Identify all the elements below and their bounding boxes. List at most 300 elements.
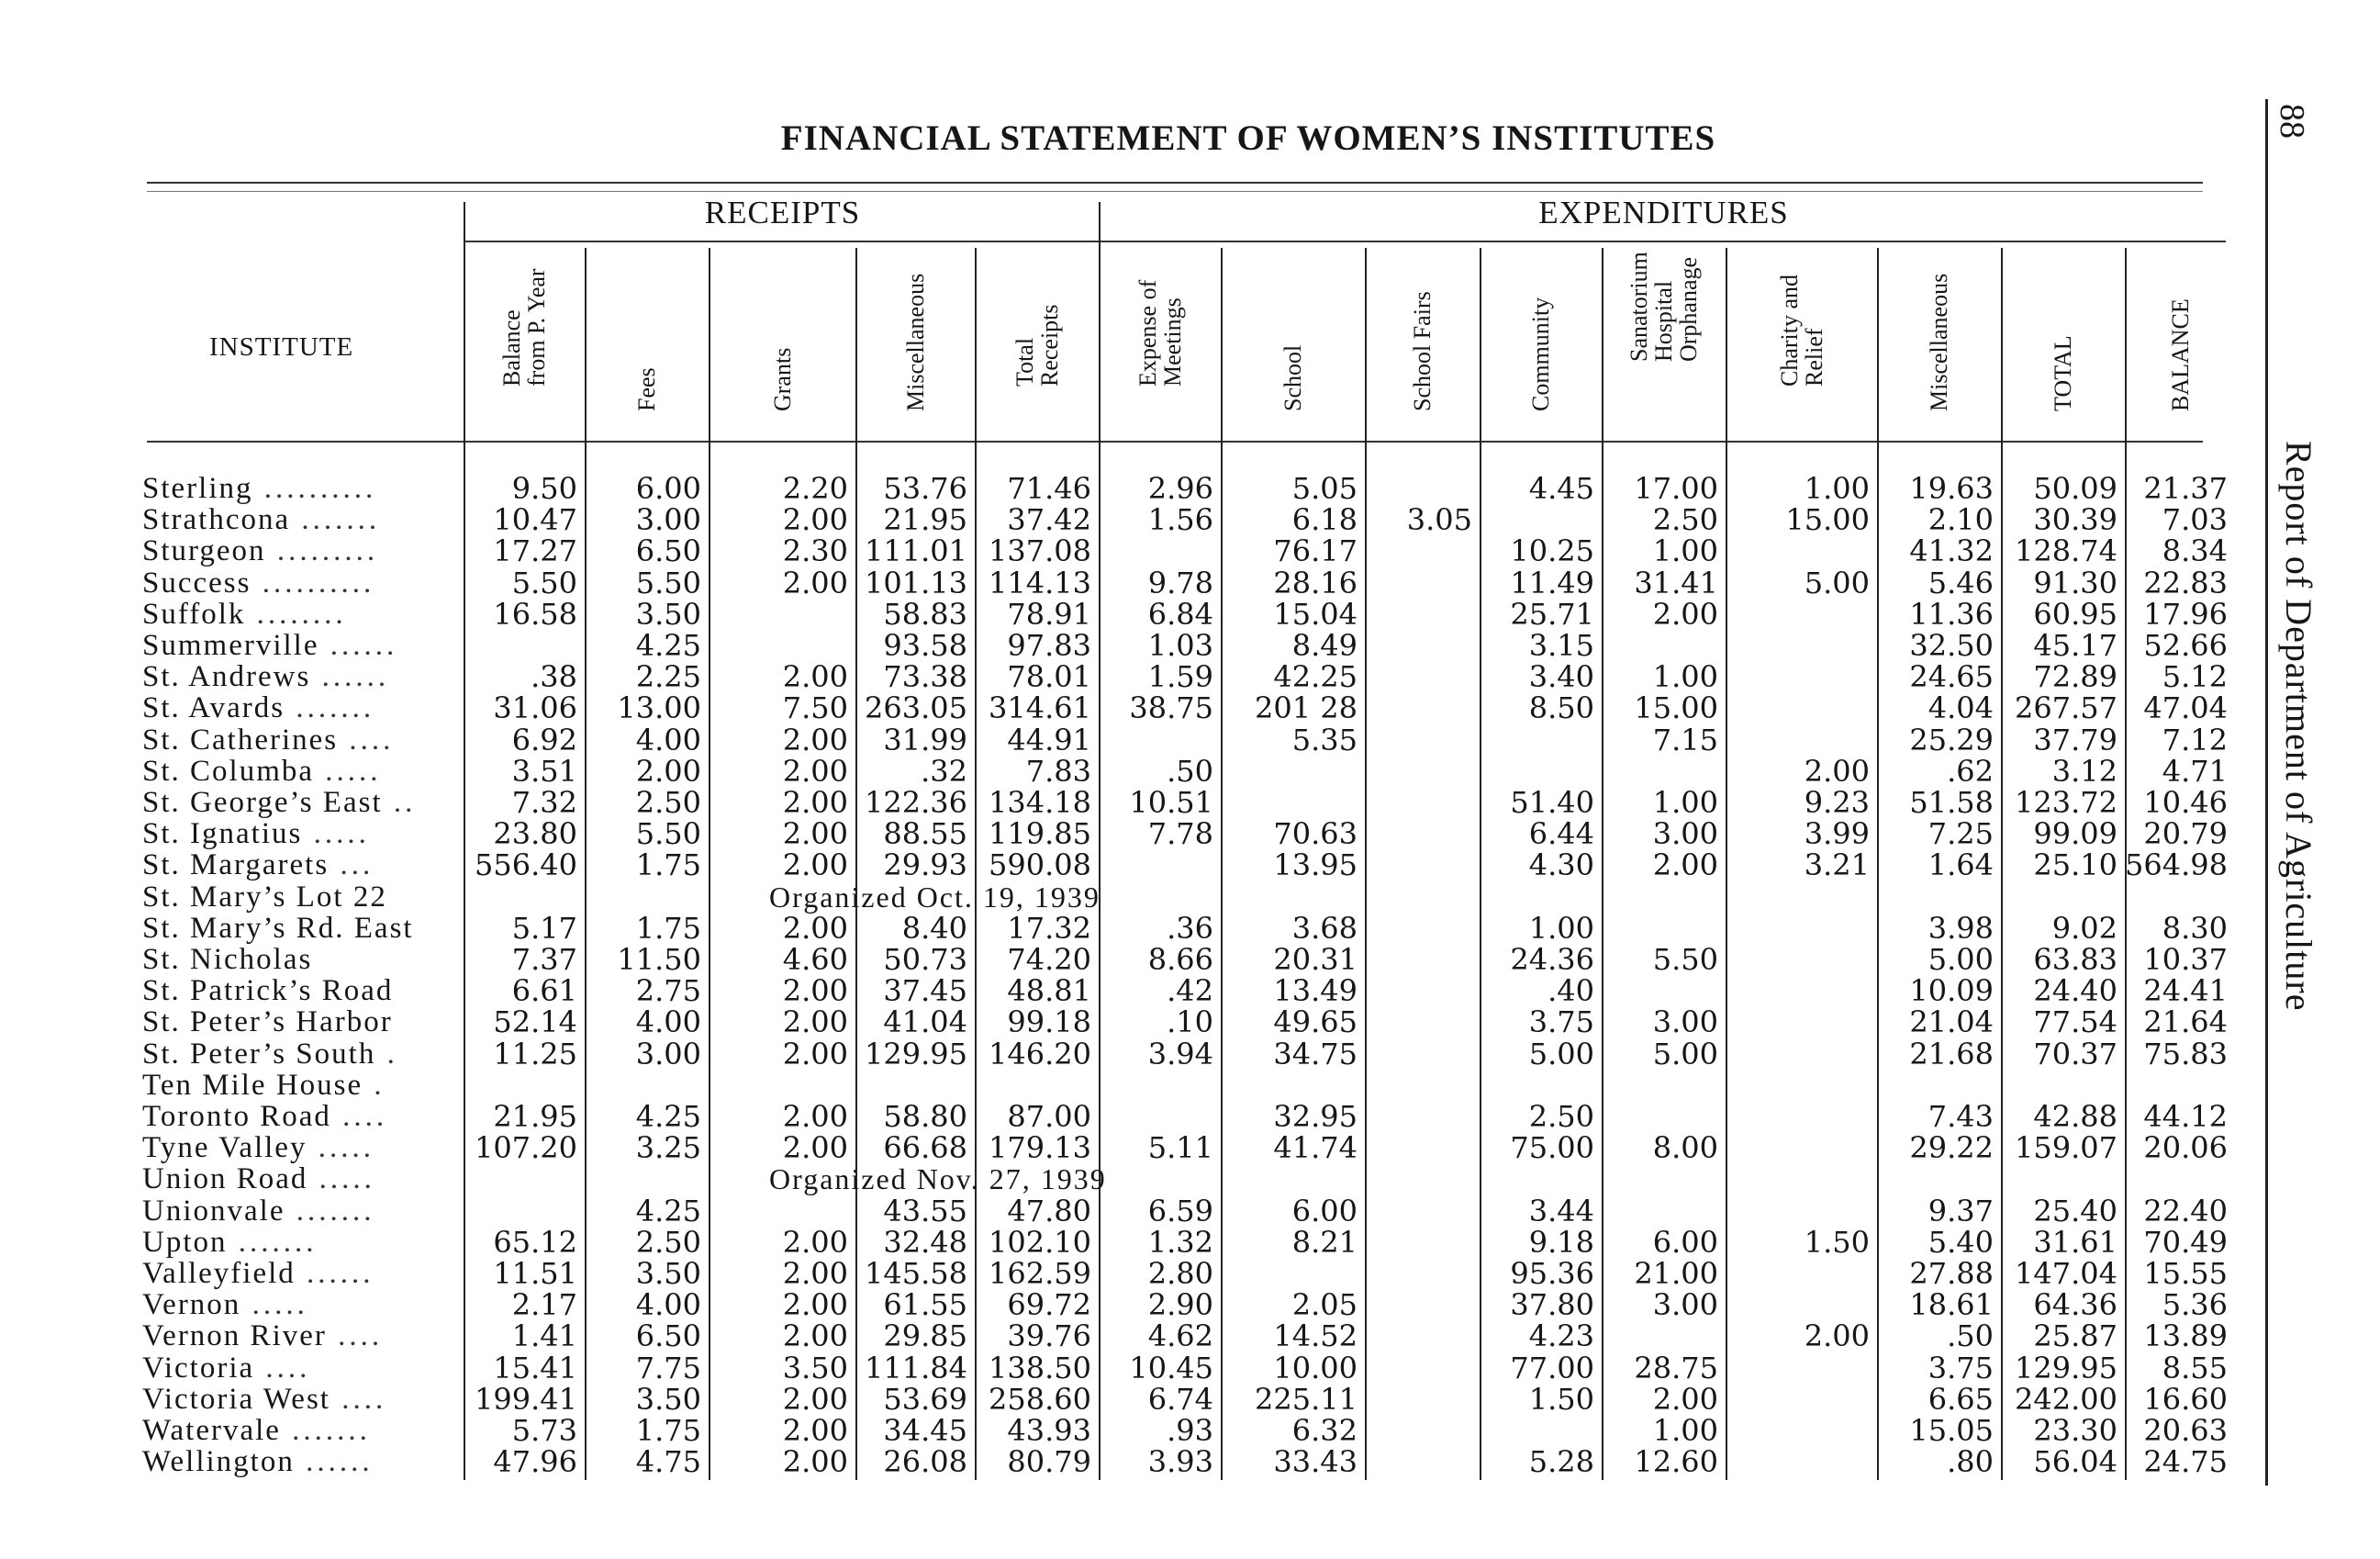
institute-name bbox=[142, 1163, 464, 1194]
cell-grants: 2.30 bbox=[782, 533, 848, 569]
col-header-sanatorium-hospital-orphanage bbox=[1602, 248, 1726, 436]
cell-balance-from-prev-year: 3.51 bbox=[511, 753, 577, 789]
cell-community: 4.45 bbox=[1528, 471, 1594, 506]
cell-balance-from-prev-year: 7.32 bbox=[511, 785, 577, 820]
cell-receipts-misc: 61.55 bbox=[883, 1287, 967, 1323]
cell-balance: 7.12 bbox=[2162, 722, 2228, 757]
cell-grants: 2.00 bbox=[782, 659, 848, 695]
cell-fees: 6.50 bbox=[635, 1318, 701, 1354]
cell-total: 50.09 bbox=[2033, 471, 2117, 506]
cell-receipts-misc: 73.38 bbox=[883, 659, 967, 695]
leader-dots: .......... bbox=[251, 566, 375, 599]
table-row bbox=[0, 1070, 2240, 1101]
cell-expense-of-meetings: 5.11 bbox=[1147, 1130, 1213, 1166]
cell-grants: 3.50 bbox=[782, 1350, 848, 1385]
institute-name-text: Success bbox=[142, 566, 251, 599]
table-row bbox=[0, 1130, 2240, 1166]
cell-balance-from-prev-year: 15.41 bbox=[493, 1350, 577, 1385]
leader-dots: ...... bbox=[318, 630, 398, 661]
cell-fees: 7.75 bbox=[635, 1350, 701, 1385]
cell-expense-of-meetings: 3.94 bbox=[1147, 1036, 1213, 1071]
cell-community: 3.40 bbox=[1528, 659, 1594, 695]
cell-total: 159.07 bbox=[2015, 1130, 2117, 1166]
institute-name-text: St. Catherines bbox=[142, 723, 339, 756]
institute-name-text: Wellington bbox=[142, 1446, 295, 1478]
table-row bbox=[0, 1258, 2240, 1289]
cell-community: 11.49 bbox=[1510, 565, 1594, 600]
cell-sanatorium-hospital-orphanage: 1.00 bbox=[1652, 533, 1718, 569]
cell-total: 30.39 bbox=[2033, 502, 2117, 538]
cell-expenditures-misc: 18.61 bbox=[1909, 1287, 1994, 1323]
cell-community: 24.36 bbox=[1510, 942, 1594, 977]
cell-expenditures-misc: 15.05 bbox=[1909, 1413, 1994, 1448]
leader-dots: ....... bbox=[280, 1415, 371, 1446]
cell-balance-from-prev-year: 10.47 bbox=[493, 502, 577, 538]
cell-total: 45.17 bbox=[2033, 628, 2117, 663]
cell-school: 13.95 bbox=[1273, 847, 1358, 883]
cell-grants: 7.50 bbox=[782, 690, 848, 726]
cell-total-receipts: 87.00 bbox=[1007, 1099, 1091, 1134]
cell-receipts-misc: 26.08 bbox=[883, 1444, 967, 1480]
table-row bbox=[0, 1224, 2240, 1260]
cell-total: 3.12 bbox=[2051, 753, 2117, 789]
cell-grants: 4.60 bbox=[782, 942, 848, 977]
institute-name bbox=[142, 1352, 464, 1384]
cell-balance: 24.41 bbox=[2143, 973, 2228, 1009]
cell-community: 1.00 bbox=[1528, 910, 1594, 946]
cell-charity-and-relief: 3.21 bbox=[1804, 847, 1870, 883]
cell-expenditures-misc: 10.09 bbox=[1909, 973, 1994, 1009]
institute-name-text: St. George’s East bbox=[142, 787, 383, 818]
cell-fees: 2.50 bbox=[635, 785, 701, 820]
cell-balance: 7.03 bbox=[2162, 502, 2228, 538]
cell-balance: 20.79 bbox=[2143, 816, 2228, 852]
leader-dots: .......... bbox=[252, 473, 377, 504]
col-header-text: School bbox=[1279, 344, 1306, 411]
cell-expenditures-misc: 5.00 bbox=[1927, 942, 1994, 977]
table-row bbox=[0, 910, 2240, 946]
cell-expense-of-meetings: 4.62 bbox=[1147, 1318, 1213, 1354]
cell-receipts-misc: 58.80 bbox=[883, 1099, 967, 1134]
cell-receipts-misc: 111.01 bbox=[865, 533, 967, 569]
institute-name-text: Vernon bbox=[142, 1289, 241, 1321]
leader-dots: ......... bbox=[265, 535, 379, 567]
cell-community: 2.50 bbox=[1528, 1099, 1594, 1134]
cell-total-receipts: 114.13 bbox=[989, 565, 1091, 600]
cell-school: 10.00 bbox=[1273, 1350, 1358, 1385]
cell-receipts-misc: 31.99 bbox=[883, 722, 967, 757]
cell-expenditures-misc: 29.22 bbox=[1909, 1130, 1994, 1166]
cell-charity-and-relief: 1.00 bbox=[1804, 471, 1870, 506]
cell-expense-of-meetings: 10.51 bbox=[1129, 785, 1213, 820]
institute-name-text: St. Patrick’s Road bbox=[142, 975, 394, 1007]
col-header-text: TOTAL bbox=[2050, 335, 2076, 411]
cell-school: 32.95 bbox=[1273, 1099, 1358, 1134]
cell-balance-from-prev-year: 31.06 bbox=[493, 690, 577, 726]
cell-grants: 2.00 bbox=[782, 1224, 848, 1260]
col-header-text: Miscellaneous bbox=[901, 273, 929, 411]
cell-school: 3.68 bbox=[1291, 910, 1358, 946]
institute-name bbox=[142, 1446, 464, 1477]
cell-balance: 15.55 bbox=[2143, 1256, 2228, 1291]
cell-total-receipts: 39.76 bbox=[1007, 1318, 1091, 1354]
leader-dots: .... bbox=[330, 1383, 387, 1415]
cell-total-receipts: 78.01 bbox=[1007, 659, 1091, 695]
cell-school: 8.49 bbox=[1291, 628, 1358, 663]
cell-total-receipts: 134.18 bbox=[989, 785, 1091, 820]
cell-balance-from-prev-year: 16.58 bbox=[493, 596, 577, 632]
cell-community: 25.71 bbox=[1510, 596, 1594, 632]
cell-total-receipts: 71.46 bbox=[1007, 471, 1091, 506]
cell-balance-from-prev-year: 9.50 bbox=[511, 471, 577, 506]
cell-sanatorium-hospital-orphanage: 2.00 bbox=[1652, 847, 1718, 883]
cell-school: 33.43 bbox=[1273, 1444, 1358, 1480]
cell-fees: 6.00 bbox=[635, 471, 701, 506]
cell-fees: 4.00 bbox=[635, 1004, 701, 1040]
leader-dots: ........ bbox=[245, 598, 347, 630]
cell-sanatorium-hospital-orphanage: 21.00 bbox=[1634, 1256, 1718, 1291]
cell-school: 28.16 bbox=[1273, 565, 1358, 600]
table-row bbox=[0, 973, 2240, 1009]
cell-fees: 3.50 bbox=[635, 1381, 701, 1417]
cell-balance-from-prev-year: 65.12 bbox=[493, 1224, 577, 1260]
cell-expenditures-misc: 41.32 bbox=[1909, 533, 1994, 569]
cell-grants: 2.00 bbox=[782, 565, 848, 600]
cell-expense-of-meetings: 6.84 bbox=[1147, 596, 1213, 632]
leader-dots: .... bbox=[254, 1352, 311, 1384]
cell-sanatorium-hospital-orphanage: 15.00 bbox=[1634, 690, 1718, 726]
cell-expense-of-meetings: .50 bbox=[1167, 753, 1213, 789]
cell-school: 76.17 bbox=[1273, 533, 1358, 569]
leader-dots: ..... bbox=[307, 1163, 375, 1195]
cell-sanatorium-hospital-orphanage: 3.00 bbox=[1652, 1287, 1718, 1323]
cell-school: 70.63 bbox=[1273, 816, 1358, 852]
cell-charity-and-relief: 3.99 bbox=[1804, 816, 1870, 852]
col-header-fees bbox=[585, 248, 709, 436]
cell-expense-of-meetings: 7.78 bbox=[1147, 816, 1213, 852]
table-row bbox=[0, 787, 2240, 818]
cell-sanatorium-hospital-orphanage: 2.00 bbox=[1652, 1381, 1718, 1417]
cell-receipts-misc: 93.58 bbox=[883, 628, 967, 663]
leader-dots: ...... bbox=[294, 1446, 374, 1478]
cell-receipts-misc: 111.84 bbox=[865, 1350, 967, 1385]
leader-dots: .... bbox=[326, 1320, 384, 1352]
cell-sanatorium-hospital-orphanage: 3.00 bbox=[1652, 1004, 1718, 1040]
cell-sanatorium-hospital-orphanage: 6.00 bbox=[1652, 1224, 1718, 1260]
leader-dots: . bbox=[363, 1069, 385, 1101]
table-row bbox=[0, 1287, 2240, 1323]
cell-balance: 5.36 bbox=[2162, 1287, 2228, 1323]
cell-school: 5.05 bbox=[1291, 471, 1358, 506]
cell-expenditures-misc: 4.04 bbox=[1927, 690, 1994, 726]
cell-fees: 6.50 bbox=[635, 533, 701, 569]
cell-expenditures-misc: 27.88 bbox=[1909, 1256, 1994, 1291]
table-row bbox=[0, 944, 2240, 975]
table-row bbox=[0, 1163, 2240, 1194]
cell-total: 123.72 bbox=[2015, 785, 2117, 820]
cell-expenditures-misc: 3.98 bbox=[1927, 910, 1994, 946]
cell-total-receipts: 97.83 bbox=[1007, 628, 1091, 663]
cell-receipts-misc: 88.55 bbox=[883, 816, 967, 852]
institute-name-text: St. Columba bbox=[142, 755, 315, 787]
leader-dots: ..... bbox=[314, 755, 382, 787]
cell-total: 77.54 bbox=[2033, 1004, 2117, 1040]
col-header-total bbox=[2001, 248, 2125, 436]
cell-school: 5.35 bbox=[1291, 722, 1358, 757]
table-row bbox=[0, 753, 2240, 789]
institute-name-text: Victoria West bbox=[142, 1383, 330, 1415]
leader-dots: .... bbox=[330, 1101, 388, 1132]
cell-total: 63.83 bbox=[2033, 942, 2117, 977]
institute-name bbox=[142, 1384, 464, 1415]
cell-balance-from-prev-year: 7.37 bbox=[511, 942, 577, 977]
cell-total-receipts: 44.91 bbox=[1007, 722, 1091, 757]
cell-school: 14.52 bbox=[1273, 1318, 1358, 1354]
cell-total: 129.95 bbox=[2015, 1350, 2117, 1385]
cell-grants: 2.00 bbox=[782, 502, 848, 538]
table-row bbox=[0, 1381, 2240, 1417]
institute-name bbox=[142, 787, 464, 818]
institute-name-text: Sterling bbox=[142, 473, 253, 504]
institute-name bbox=[142, 1006, 464, 1037]
cell-community: 9.18 bbox=[1528, 1224, 1594, 1260]
cell-balance-from-prev-year: 23.80 bbox=[493, 816, 577, 852]
header-bottom-rule bbox=[147, 441, 2203, 443]
cell-sanatorium-hospital-orphanage: 1.00 bbox=[1652, 1413, 1718, 1448]
cell-balance: 75.83 bbox=[2143, 1036, 2228, 1071]
institute-name bbox=[142, 504, 464, 535]
cell-grants: 2.00 bbox=[782, 1444, 848, 1480]
cell-expense-of-meetings: .10 bbox=[1167, 1004, 1213, 1040]
cell-community: .40 bbox=[1548, 973, 1594, 1009]
table-row bbox=[0, 1352, 2240, 1384]
col-header-text: Sanatorium Hospital Orphanage bbox=[1626, 252, 1702, 362]
table-row bbox=[0, 630, 2240, 661]
title-rule-2 bbox=[147, 191, 2203, 192]
col-header-text: Fees bbox=[633, 367, 660, 411]
cell-balance-from-prev-year: 1.41 bbox=[511, 1318, 577, 1354]
table-row bbox=[0, 724, 2240, 756]
cell-total-receipts: 179.13 bbox=[989, 1130, 1091, 1166]
col-header-balance bbox=[2125, 248, 2235, 436]
right-margin-rule bbox=[2265, 99, 2268, 1486]
cell-balance-from-prev-year: 6.92 bbox=[511, 722, 577, 757]
col-header-total-receipts bbox=[975, 248, 1099, 436]
cell-grants: 2.00 bbox=[782, 1099, 848, 1134]
cell-expenditures-misc: 11.36 bbox=[1909, 596, 1994, 632]
cell-total-receipts: 69.72 bbox=[1007, 1287, 1091, 1323]
cell-total-receipts: 7.83 bbox=[1025, 753, 1091, 789]
cell-fees: 2.25 bbox=[635, 659, 701, 695]
cell-fees: 11.50 bbox=[617, 942, 701, 977]
col-header-expense-of-meetings bbox=[1099, 248, 1221, 436]
col-header-receipts-misc bbox=[855, 248, 975, 436]
col-header-text: BALANCE bbox=[2166, 298, 2194, 411]
cell-community: 4.30 bbox=[1528, 847, 1594, 883]
cell-expense-of-meetings: .42 bbox=[1167, 973, 1213, 1009]
cell-expenditures-misc: 24.65 bbox=[1909, 659, 1994, 695]
table-row bbox=[0, 847, 2240, 883]
col-header-charity-and-relief bbox=[1726, 248, 1877, 436]
institute-name bbox=[142, 473, 464, 504]
cell-balance-from-prev-year: 11.51 bbox=[493, 1256, 577, 1291]
cell-receipts-misc: 29.93 bbox=[883, 847, 967, 883]
institute-name-text: Vernon River bbox=[142, 1320, 327, 1352]
leader-dots: ..... bbox=[240, 1289, 308, 1321]
cell-total-receipts: 78.91 bbox=[1007, 596, 1091, 632]
cell-expense-of-meetings: 3.93 bbox=[1147, 1444, 1213, 1480]
cell-fees: 3.00 bbox=[635, 1036, 701, 1071]
cell-fees: 5.50 bbox=[635, 565, 701, 600]
cell-total: 99.09 bbox=[2033, 816, 2117, 852]
cell-school: 6.00 bbox=[1291, 1193, 1358, 1228]
cell-grants: 2.00 bbox=[782, 816, 848, 852]
cell-fees: 2.00 bbox=[635, 753, 701, 789]
cell-receipts-misc: 50.73 bbox=[883, 942, 967, 977]
institute-name-text: St. Ignatius bbox=[142, 818, 303, 850]
cell-school: 34.75 bbox=[1273, 1036, 1358, 1071]
cell-expense-of-meetings: 2.96 bbox=[1147, 471, 1213, 506]
leader-dots: ....... bbox=[285, 1194, 375, 1227]
institute-name bbox=[142, 913, 464, 944]
cell-expense-of-meetings: 6.59 bbox=[1147, 1193, 1213, 1228]
cell-balance-from-prev-year: 11.25 bbox=[493, 1036, 577, 1071]
cell-receipts-misc: 263.05 bbox=[865, 690, 967, 726]
page-title: FINANCIAL STATEMENT OF WOMEN’S INSTITUTES bbox=[780, 118, 1716, 158]
cell-expense-of-meetings: 1.32 bbox=[1147, 1224, 1213, 1260]
cell-school-fairs: 3.05 bbox=[1406, 502, 1472, 538]
institute-name-text: St. Mary’s Rd. East bbox=[142, 912, 414, 944]
cell-sanatorium-hospital-orphanage: 17.00 bbox=[1634, 471, 1718, 506]
cell-total: 242.00 bbox=[2015, 1381, 2117, 1417]
cell-expenditures-misc: 6.65 bbox=[1927, 1381, 1994, 1417]
institute-name bbox=[142, 535, 464, 566]
cell-total-receipts: 258.60 bbox=[989, 1381, 1091, 1417]
cell-fees: 1.75 bbox=[635, 1413, 701, 1448]
table-row bbox=[0, 596, 2240, 632]
cell-total-receipts: 37.42 bbox=[1007, 502, 1091, 538]
cell-community: 6.44 bbox=[1528, 816, 1594, 852]
cell-receipts-misc: 101.13 bbox=[865, 565, 967, 600]
cell-total: 25.10 bbox=[2033, 847, 2117, 883]
institute-name bbox=[142, 849, 464, 880]
cell-total: 25.87 bbox=[2033, 1318, 2117, 1354]
cell-total: 23.30 bbox=[2033, 1413, 2117, 1448]
col-header-text: Community bbox=[1527, 297, 1554, 411]
cell-community: 75.00 bbox=[1510, 1130, 1594, 1166]
cell-community: 5.00 bbox=[1528, 1036, 1594, 1071]
cell-expense-of-meetings: 10.45 bbox=[1129, 1350, 1213, 1385]
institute-name-text: St. Peter’s Harbor bbox=[142, 1006, 393, 1038]
institute-name bbox=[142, 567, 464, 599]
cell-community: 77.00 bbox=[1510, 1350, 1594, 1385]
cell-receipts-misc: 37.45 bbox=[883, 973, 967, 1009]
cell-total-receipts: 80.79 bbox=[1007, 1444, 1091, 1480]
cell-total-receipts: 48.81 bbox=[1007, 973, 1091, 1009]
cell-sanatorium-hospital-orphanage: 8.00 bbox=[1652, 1130, 1718, 1166]
cell-total-receipts: 102.10 bbox=[989, 1224, 1091, 1260]
cell-receipts-misc: 145.58 bbox=[865, 1256, 967, 1291]
cell-expenditures-misc: 5.40 bbox=[1927, 1224, 1994, 1260]
cell-fees: 4.25 bbox=[635, 1099, 701, 1134]
cell-total: 9.02 bbox=[2051, 910, 2117, 946]
cell-grants: 2.00 bbox=[782, 1287, 848, 1323]
title-rule bbox=[147, 182, 2203, 184]
table-row bbox=[0, 473, 2240, 504]
cell-fees: 3.00 bbox=[635, 502, 701, 538]
cell-expense-of-meetings: 2.90 bbox=[1147, 1287, 1213, 1323]
cell-balance-from-prev-year: 21.95 bbox=[493, 1099, 577, 1134]
cell-expenditures-misc: 32.50 bbox=[1909, 628, 1994, 663]
cell-balance: 13.89 bbox=[2143, 1318, 2228, 1354]
institute-name-text: Victoria bbox=[142, 1352, 255, 1384]
cell-balance: 10.46 bbox=[2143, 785, 2228, 820]
table-row bbox=[0, 1038, 2240, 1070]
cell-fees: 4.75 bbox=[635, 1444, 701, 1480]
cell-fees: 3.50 bbox=[635, 1256, 701, 1291]
institute-name-text: Valleyfield bbox=[142, 1258, 296, 1289]
cell-community: 95.36 bbox=[1510, 1256, 1594, 1291]
cell-grants: 2.00 bbox=[782, 1381, 848, 1417]
cell-expense-of-meetings: .93 bbox=[1167, 1413, 1213, 1448]
institute-name-text: Tyne Valley bbox=[142, 1132, 307, 1164]
cell-fees: 2.75 bbox=[635, 973, 701, 1009]
cell-total: 70.37 bbox=[2033, 1036, 2117, 1071]
expenditures-header: EXPENDITURES bbox=[1538, 195, 1789, 230]
cell-expenditures-misc: 21.68 bbox=[1909, 1036, 1994, 1071]
leader-dots: ..... bbox=[302, 818, 370, 850]
cell-balance-from-prev-year: 5.73 bbox=[511, 1413, 577, 1448]
cell-school: 6.32 bbox=[1291, 1413, 1358, 1448]
cell-grants: 2.00 bbox=[782, 847, 848, 883]
institute-name-text: Ten Mile House bbox=[142, 1069, 363, 1101]
institute-name bbox=[142, 881, 464, 913]
cell-balance: 20.06 bbox=[2143, 1130, 2228, 1166]
cell-balance: 20.63 bbox=[2143, 1413, 2228, 1448]
table-row bbox=[0, 1004, 2240, 1040]
cell-sanatorium-hospital-orphanage: 28.75 bbox=[1634, 1350, 1718, 1385]
cell-expenditures-misc: 7.43 bbox=[1927, 1099, 1994, 1134]
cell-sanatorium-hospital-orphanage: 31.41 bbox=[1634, 565, 1718, 600]
leader-dots: .... bbox=[338, 723, 395, 756]
cell-total-receipts: 43.93 bbox=[1007, 1413, 1091, 1448]
col-header-text: Balance from P. Year bbox=[498, 268, 550, 387]
leader-dots: . bbox=[375, 1037, 398, 1070]
cell-fees: 13.00 bbox=[617, 690, 701, 726]
cell-expenditures-misc: 3.75 bbox=[1927, 1350, 1994, 1385]
institute-name bbox=[142, 1258, 464, 1289]
col-header-text: Charity and Relief bbox=[1775, 274, 1827, 387]
institute-name-text: Union Road bbox=[142, 1163, 308, 1195]
cell-expense-of-meetings: 2.80 bbox=[1147, 1256, 1213, 1291]
cell-fees: 5.50 bbox=[635, 816, 701, 852]
cell-balance-from-prev-year: 47.96 bbox=[493, 1444, 577, 1480]
group-rule bbox=[464, 241, 2226, 242]
institute-name bbox=[142, 975, 464, 1006]
cell-balance: 22.40 bbox=[2143, 1193, 2228, 1228]
cell-receipts-misc: 122.36 bbox=[865, 785, 967, 820]
cell-balance: 5.12 bbox=[2162, 659, 2228, 695]
cell-total: 147.04 bbox=[2015, 1256, 2117, 1291]
table-row bbox=[0, 690, 2240, 726]
cell-expenditures-misc: 5.46 bbox=[1927, 565, 1994, 600]
cell-sanatorium-hospital-orphanage: 1.00 bbox=[1652, 785, 1718, 820]
cell-total-receipts: 137.08 bbox=[989, 533, 1091, 569]
cell-balance-from-prev-year: 5.17 bbox=[511, 910, 577, 946]
institute-name-text: Strathcona bbox=[142, 504, 291, 536]
cell-receipts-misc: 21.95 bbox=[883, 502, 967, 538]
cell-school: 201 28 bbox=[1255, 690, 1358, 726]
